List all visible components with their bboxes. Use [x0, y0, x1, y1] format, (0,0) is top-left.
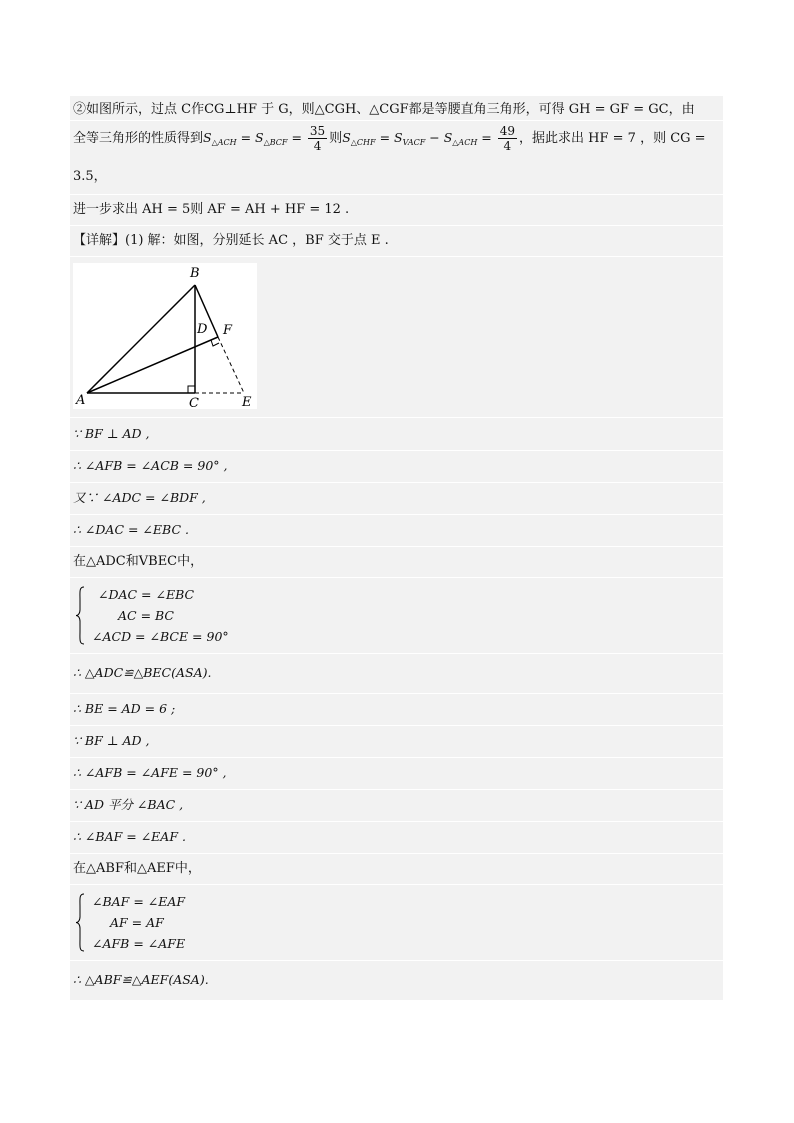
label-e: E	[242, 395, 252, 409]
left-brace-icon	[75, 586, 85, 645]
left-brace-icon	[75, 893, 85, 952]
fraction	[308, 124, 327, 153]
line-6: ∴ ∠AFB = ∠ACB = 90° ,	[73, 458, 228, 473]
area-symbol: S	[342, 130, 351, 145]
text-line	[70, 654, 723, 694]
text-line	[70, 96, 723, 121]
minus-sign: −	[425, 130, 444, 145]
figure-row	[70, 257, 723, 418]
line-11: ∴ BE = AD = 6 ;	[73, 701, 176, 716]
system-line-2: AC = BC	[118, 608, 174, 623]
label-d: D	[197, 322, 208, 337]
area-symbol: S	[255, 130, 264, 145]
text-line	[70, 483, 723, 515]
line-9: 在△ADC和VBEC中，	[73, 554, 204, 569]
system-line-1: ∠BAF = ∠EAF	[92, 894, 186, 909]
text-line	[70, 758, 723, 790]
fraction-numerator: 49	[499, 124, 516, 138]
equation-system	[70, 885, 723, 961]
triangle-figure	[73, 263, 257, 409]
line-3: 进一步求出 AH = 5则 AF = AH + HF = 12 .	[73, 202, 350, 217]
line-15: ∴ ∠BAF = ∠EAF .	[73, 829, 186, 844]
equals-sign: =	[287, 130, 306, 145]
system-line-3: ∠ACD = ∠BCE = 90°	[92, 629, 229, 644]
equals-sign: =	[236, 130, 256, 145]
area-subscript: VACF	[402, 138, 426, 147]
system-line-3: ∠AFB = ∠AFE	[92, 936, 186, 951]
area-subscript: △BCF	[263, 138, 288, 147]
text-line	[70, 121, 723, 195]
area-subscript: △ACH	[211, 138, 237, 147]
equals-sign: =	[375, 130, 395, 145]
area-symbol: S	[203, 130, 212, 145]
line-14: ∵ AD 平分 ∠BAC ,	[73, 797, 184, 812]
text-line	[70, 515, 723, 547]
text-line	[70, 822, 723, 854]
system-line-1: ∠DAC = ∠EBC	[98, 587, 195, 602]
text-line	[70, 790, 723, 822]
line-7: 又∵ ∠ADC = ∠BDF ,	[73, 490, 206, 505]
fraction-denominator: 4	[313, 139, 322, 153]
line-2-prefix: 全等三角形的性质得到	[73, 131, 204, 146]
equation-system	[70, 578, 723, 654]
text-line	[70, 451, 723, 483]
line-2-tail: ，据此求出 HF = 7 ，则 CG = 3.5，	[73, 131, 706, 184]
area-symbol: S	[394, 130, 403, 145]
text-line	[70, 547, 723, 578]
solution-panel	[70, 96, 723, 1001]
text-line	[70, 961, 723, 1001]
fraction-numerator: 35	[309, 124, 326, 138]
area-subscript: △CHF	[350, 138, 376, 147]
label-f: F	[223, 323, 233, 338]
text-line	[70, 726, 723, 758]
label-c: C	[189, 396, 199, 409]
system-line-2: AF = AF	[110, 915, 164, 930]
line-12: ∵ BF ⊥ AD ,	[73, 733, 150, 748]
label-b: B	[190, 266, 200, 281]
line-10: ∴ △ADC≌△BEC(ASA).	[73, 665, 212, 680]
then-text: 则	[329, 131, 343, 146]
line-8: ∴ ∠DAC = ∠EBC .	[73, 522, 189, 537]
line-16: 在△ABF和△AEF中，	[73, 861, 201, 876]
line-5: ∵ BF ⊥ AD ,	[73, 426, 150, 441]
fraction	[498, 124, 517, 153]
detail-heading-line: 【详解】(1) 解：如图，分别延长 AC ，BF 交于点 E .	[73, 233, 389, 248]
fraction-denominator: 4	[503, 139, 512, 153]
area-subscript: △ACH	[452, 138, 478, 147]
text-line	[70, 418, 723, 451]
line-1: ②如图所示，过点 C作CG⊥HF 于 G，则△CGH、△CGF都是等腰直角三角形，可得 GH = GF = GC，由	[73, 102, 695, 117]
text-line	[70, 694, 723, 726]
text-line	[70, 226, 723, 257]
text-line	[70, 854, 723, 885]
line-17: ∴ △ABF≌△AEF(ASA).	[73, 972, 209, 987]
equals-sign: =	[477, 130, 496, 145]
text-line	[70, 195, 723, 226]
label-a: A	[76, 393, 86, 408]
area-symbol: S	[443, 130, 453, 145]
line-13: ∴ ∠AFB = ∠AFE = 90° ,	[73, 765, 227, 780]
